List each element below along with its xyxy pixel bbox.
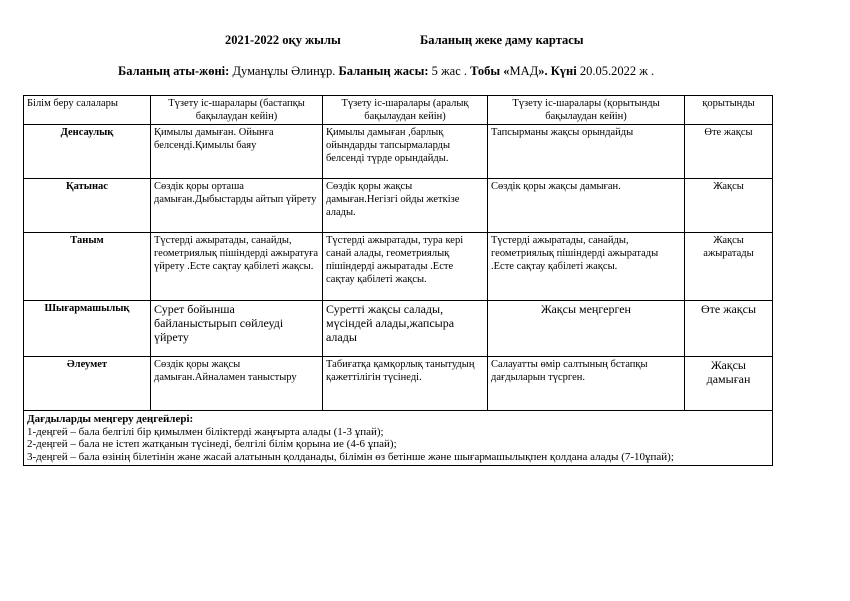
- child-info-line: [118, 64, 838, 79]
- row-final: Сөздік қоры жақсы дамыған.: [488, 179, 685, 233]
- development-table: [23, 95, 773, 466]
- table-row: [24, 357, 773, 411]
- group-value: МАД: [509, 64, 539, 78]
- legend-title: Дағдыларды меңгеру деңгейлері:: [27, 413, 194, 425]
- row-middle: Түстерді ажыратады, тура кері санай алады, геометриялық пішіндерді ажыратады .Есте сақтау қабілеті жақсы.: [323, 233, 488, 301]
- row-result: Жақсы: [685, 179, 773, 233]
- legend-level-3: 3-деңгей – бала өзінің білетінін және жасай алатынын қолданады, білімін өз бетінше және шығармашылықпен қолдана алады (7-10ұпай);: [27, 450, 674, 463]
- row-area: Шығармашылық: [24, 301, 151, 357]
- group-end: ».: [538, 64, 548, 78]
- header-final: Түзету іс-шаралары (қорытынды бақылаудан кейін): [488, 96, 685, 125]
- age-value: 5 жас .: [428, 64, 467, 78]
- row-initial: Сөздік қоры орташа дамыған.Дыбыстарды айтып үйрету: [151, 179, 323, 233]
- row-final: Тапсырманы жақсы орындайды: [488, 125, 685, 179]
- row-area: Денсаулық: [24, 125, 151, 179]
- row-result: Жақсы ажыратады: [685, 233, 773, 301]
- row-middle: Сөздік қоры жақсы дамыған.Негізгі ойды жеткізе алады.: [323, 179, 488, 233]
- row-initial: Сөздік қоры жақсы дамыған.Айналамен таныстыру: [151, 357, 323, 411]
- legend-level-2: 2-деңгей – бала не істеп жатқанын түсінеді, белгілі білім қорына ие (4-6 ұпай);: [27, 438, 397, 450]
- row-final: Жақсы меңгерген: [488, 301, 685, 357]
- table-row: [24, 125, 773, 179]
- header-result: қорытынды: [685, 96, 773, 125]
- row-result: Өте жақсы: [685, 125, 773, 179]
- row-initial: Түстерді ажыратады, санайды, геометриялық пішіндерді ажыратуға үйрету .Есте сақтау қабілеті жақсы.: [151, 233, 323, 301]
- card-title: Баланың жеке даму картасы: [420, 33, 584, 47]
- legend-level-1: 1-деңгей – бала белгілі бір қимылмен біліктерді жаңғырта алады (1-3 ұпай);: [27, 425, 384, 438]
- legend-row: [24, 411, 773, 466]
- name-label: Баланың аты-жөні:: [118, 64, 230, 78]
- group-label: Тобы «: [467, 64, 510, 78]
- legend-cell: [24, 411, 773, 466]
- row-result: Өте жақсы: [685, 301, 773, 357]
- row-area: Таным: [24, 233, 151, 301]
- row-final: Салауатты өмір салтының бстапқы дағдыларын түсрген.: [488, 357, 685, 411]
- date-label: Күні: [547, 64, 577, 78]
- row-middle: Табиғатқа қамқорлық танытудың қажеттілігін түсінеді.: [323, 357, 488, 411]
- table-header-row: [24, 96, 773, 125]
- row-initial: Сурет бойынша байланыстырып сөйлеуді үйрету: [151, 301, 323, 357]
- table-row: [24, 301, 773, 357]
- row-middle: Қимылы дамыған ,барлық ойындарды тапсырмаларды белсенді түрде орындайды.: [323, 125, 488, 179]
- table-row: [24, 233, 773, 301]
- header-middle: Түзету іс-шаралары (аралық бақылаудан кейін): [323, 96, 488, 125]
- row-initial: Қимылы дамыған. Ойынға белсенді.Қимылы баяу: [151, 125, 323, 179]
- header-areas: Білім беру салалары: [24, 96, 151, 125]
- name-value: Думанұлы Әлинұр.: [229, 64, 336, 78]
- row-final: Түстерді ажыратады, санайды, геометриялық пішіндерді ажыратады .Есте сақтау қабілеті жақсы.: [488, 233, 685, 301]
- age-label: Баланың жасы:: [335, 64, 429, 78]
- row-result: Жақсы дамыған: [685, 357, 773, 411]
- row-area: Әлеумет: [24, 357, 151, 411]
- header-initial: Түзету іс-шаралары (бастапқы бақылаудан кейін): [151, 96, 323, 125]
- school-year: 2021-2022 оқу жылы: [225, 33, 341, 47]
- row-middle: Суретті жақсы салады, мүсіндей алады,жапсыра алады: [323, 301, 488, 357]
- date-value: 20.05.2022 ж .: [576, 64, 655, 78]
- table-row: [24, 179, 773, 233]
- row-area: Қатынас: [24, 179, 151, 233]
